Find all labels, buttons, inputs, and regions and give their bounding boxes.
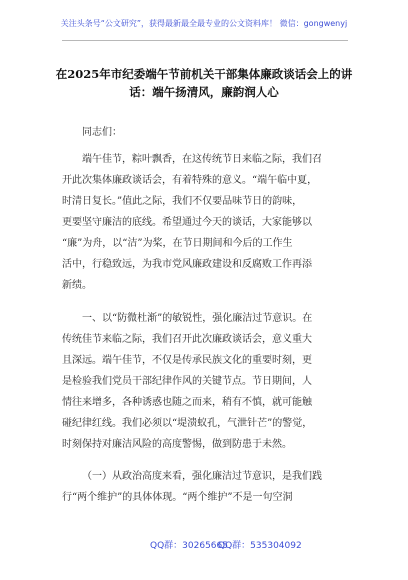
paragraph-line: 开此次集体廉政谈话会，有着特殊的意义。“端午临中夏， bbox=[62, 175, 318, 186]
paragraph-line: 行“两个维护”的具体体现。“两个维护”不是一句空洞 bbox=[62, 492, 293, 503]
header-banner: 关注头条号“公文研究”，获得最新最全最专业的公文资料库！ 微信：gongwenyj bbox=[60, 19, 348, 28]
header-divider bbox=[62, 40, 348, 41]
paragraph-line: 新绩。 bbox=[62, 280, 92, 291]
paragraph-line: 且深远。端午佳节，不仅是传承民族文化的重要时刻，更 bbox=[62, 355, 312, 366]
paragraph-line: 更要坚守廉洁的底线。希望通过今天的谈话，大家能够以 bbox=[62, 217, 312, 228]
paragraph-line: 时刻保持对廉洁风险的高度警惕，做到防患于未然。 bbox=[62, 439, 292, 450]
footer-qq-group-1: QQ群：30265665 bbox=[150, 541, 228, 551]
document-title-line-2: 话：端午扬清风，廉韵润人心 bbox=[129, 85, 279, 99]
paragraph-line: 传统佳节来临之际，我们召开此次廉政谈话会，意义重大 bbox=[62, 334, 312, 345]
salutation: 同志们： bbox=[82, 127, 122, 138]
section-heading-line: 一、以“防微杜渐”的敏锐性，强化廉洁过节意识。在 bbox=[82, 313, 313, 324]
document-title-line-1: 在2025年市纪委端午节前机关干部集体廉政谈话会上的讲 bbox=[55, 67, 353, 81]
subsection-heading-line: （一）从政治高度来看，强化廉洁过节意识，是我们践 bbox=[82, 471, 322, 482]
paragraph-line: 碰纪律红线。我们必须以“堤溃蚁孔，气泄针芒”的警觉， bbox=[62, 418, 313, 429]
footer-qq-group-2: QQ群：535304092 bbox=[218, 541, 302, 551]
paragraph-line: 端午佳节，粽叶飘香，在这传统节日来临之际，我们召 bbox=[82, 154, 322, 165]
paragraph-line: “廉”为舟，以“洁”为桨，在节日期间和今后的工作生 bbox=[62, 238, 293, 249]
paragraph-line: 活中，行稳致远，为我市党风廉政建设和反腐败工作再添 bbox=[62, 259, 312, 270]
paragraph-line: 是检验我们党员干部纪律作风的关键节点。节日期间，人 bbox=[62, 376, 312, 387]
paragraph-line: 情往来增多，各种诱惑也随之而来，稍有不慎，就可能触 bbox=[62, 397, 312, 408]
paragraph-line: 时清日复长。”值此之际，我们不仅要品味节日的韵味， bbox=[62, 196, 303, 207]
